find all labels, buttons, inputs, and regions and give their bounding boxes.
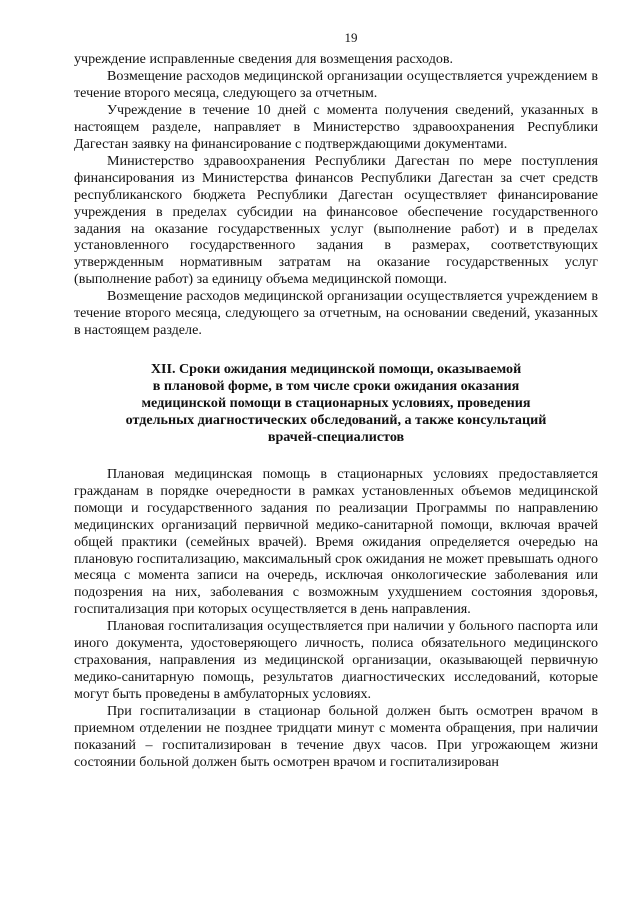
section-heading-line: в плановой форме, в том числе сроки ожидания оказания [152,378,520,395]
paragraph-reimbursement-basis: Возмещение расходов медицинской организации осуществляется учреждением в течение второго месяца, следующего за отчетным, на основании сведений, указанных в настоящем разделе. [74,288,598,339]
paragraph-planned-hospitalization: Плановая госпитализация осуществляется при наличии у больного паспорта или иного документа, удостоверяющего личность, полиса обязательного медицинского страхования, направления из медицинской организации, оказывающей первичную медико-санитарную помощь, результатов диагностических исследований, которые могут быть проведены в амбулаторных условиях. [74,618,598,703]
paragraph-continuation: учреждение исправленные сведения для возмещения расходов. [74,51,454,67]
section-heading [74,361,598,446]
page-number: 19 [344,30,358,45]
paragraph-admission-examination: При госпитализации в стационар больной должен быть осмотрен врачом в приемном отделении не позднее тридцати минут с момента обращения, при наличии показаний – госпитализирован в течение двух часов. При угрожающем жизни состоянии больной должен быть осмотрен врачом и госпитализирован [74,703,598,770]
paragraph-planned-care: Плановая медицинская помощь в стационарных условиях предоставляется гражданам в порядке очередности в рамках установленных объемов медицинской помощи и государственного задания по реализации Программы по направлению медицинских организаций первичной медико-санитарной помощи, включая врачей общей практики (семейных врачей). Время ожидания определяется очередью на плановую госпитализацию, максимальный срок ожидания не может превышать одного месяца с момента записи на очередь, исключая онкологические заболевания или подозрения на них, заболевания с возможным ухудшением состояния здоровья, госпитализация при которых осуществляется в день направления. [74,465,598,618]
paragraph-reimbursement: Возмещение расходов медицинской организации осуществляется учреждением в течение второго месяца, следующего за отчетным. [74,67,598,101]
section-heading-line: медицинской помощи в стационарных условиях, проведения [141,395,531,412]
section-heading-line: врачей-специалистов [267,428,405,445]
paragraph-ministry-financing: Министерство здравоохранения Республики Дагестан по мере поступления финансирования из Министерства финансов Республики Дагестан за счет средств республиканского бюджета Республики Дагестан осуществляет финансирование учреждения в пределах субсидии на финансовое обеспечение государственного задания на оказание государственных услуг (выполнение работ) и в пределах установленного государственного задания в размерах, соответствующих утвержденным нормативным затратам на оказание государственных услуг (выполнение работ) за единицу объема медицинской помощи. [74,152,598,288]
section-heading-line: отдельных диагностических обследований, а также консультаций [125,411,547,428]
paragraph-application: Учреждение в течение 10 дней с момента получения сведений, указанных в настоящем разделе, направляет в Министерство здравоохранения Республики Дагестан заявку на финансирование с подтверждающими документами. [74,101,598,152]
section-heading-line: XII. Сроки ожидания медицинской помощи, оказываемой [150,361,522,378]
